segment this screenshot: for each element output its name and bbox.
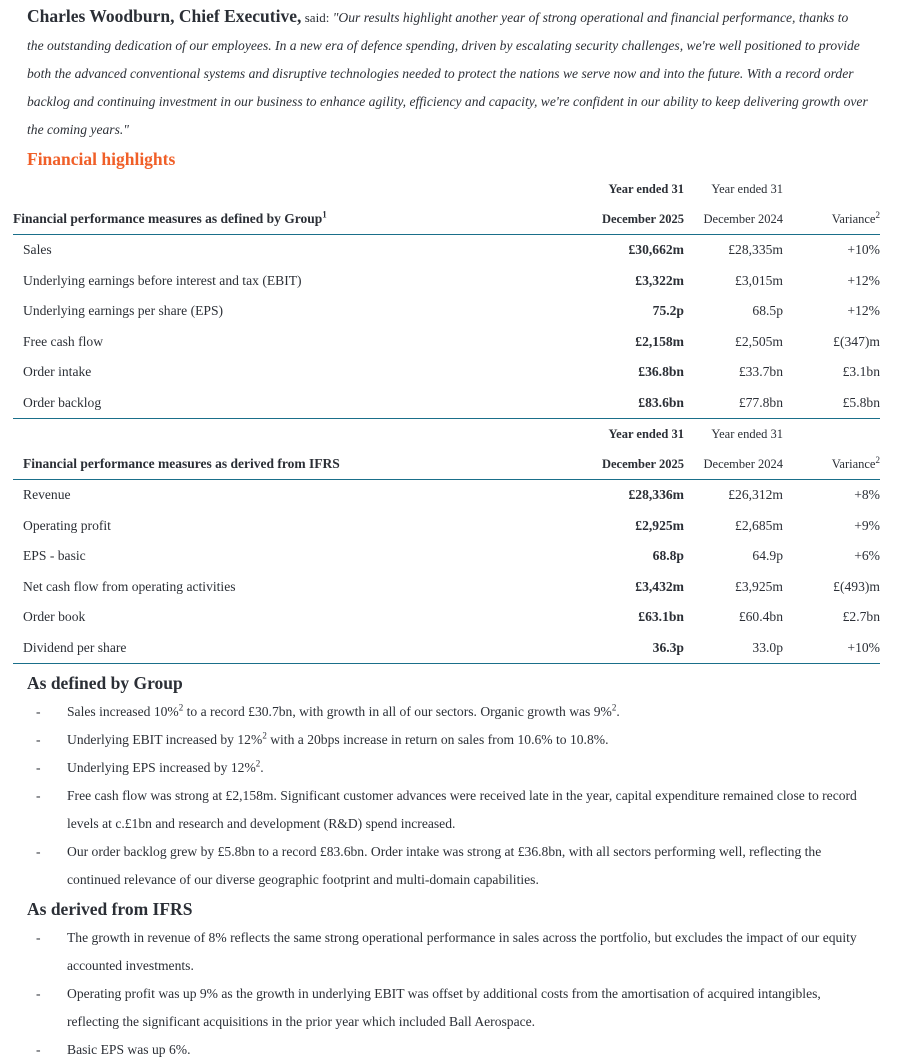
col-2025-line2: December 2025: [587, 449, 684, 480]
col-2024-line2: December 2024: [684, 449, 783, 480]
ifrs-section-heading: As derived from IFRS: [27, 899, 193, 919]
row-label: Order intake: [23, 364, 92, 380]
col-2025-line1: Year ended 31: [608, 426, 684, 441]
variance-value: +10%: [847, 242, 880, 258]
footnote-marker: 2: [875, 454, 880, 465]
value-2025: 68.8p: [652, 548, 684, 564]
row-spacer: [13, 511, 23, 542]
value-2025: £30,662m: [628, 242, 684, 258]
financial-highlights-heading: Financial highlights: [27, 149, 176, 169]
table-header-row: [13, 419, 880, 449]
section-title: Financial performance measures as derived from IFRS: [23, 449, 587, 480]
table-row: [13, 541, 880, 572]
table-row: [13, 480, 880, 511]
row-spacer: [13, 357, 23, 388]
bullet-text: Sales increased 10%: [67, 704, 179, 719]
variance-value: +9%: [854, 517, 880, 533]
table-row: [13, 296, 880, 327]
row-spacer: [13, 388, 23, 419]
variance-value: +12%: [847, 272, 880, 288]
value-2024: £2,505m: [735, 333, 783, 349]
value-2025: £2,925m: [635, 517, 684, 533]
footnote-marker: 2: [875, 209, 880, 220]
bullet-dash: -: [36, 930, 41, 945]
value-2024: 33.0p: [684, 633, 783, 664]
table-header-row: [13, 174, 880, 204]
list-item: [0, 838, 904, 894]
table-row: [13, 235, 880, 266]
col-2025-line2: December 2025: [587, 204, 684, 235]
row-label: Free cash flow: [23, 333, 104, 349]
bullet-text: with a 20bps increase in return on sales from 10.6% to 10.8%.: [266, 732, 609, 747]
table-row: [13, 602, 880, 633]
value-2025: £3,432m: [635, 578, 684, 594]
value-2025: 36.3p: [587, 633, 684, 664]
col-2025-line1: Year ended 31: [608, 181, 684, 196]
bullet-dash: -: [36, 986, 41, 1001]
row-label: Underlying earnings before interest and tax (EBIT): [23, 272, 302, 288]
row-spacer: [13, 296, 23, 327]
variance-value: £2.7bn: [842, 609, 880, 625]
row-spacer: [13, 541, 23, 572]
footnote-marker: 2: [611, 702, 617, 713]
value-2024: £3,015m: [735, 272, 783, 288]
row-label: Dividend per share: [23, 633, 587, 664]
table-row: [13, 572, 880, 603]
footnote-marker: 2: [178, 702, 184, 713]
list-item: [0, 782, 904, 838]
bullet-dash: -: [36, 760, 41, 775]
value-2024: £2,685m: [735, 517, 783, 533]
value-2024: £26,312m: [728, 487, 783, 503]
value-2024: £60.4bn: [738, 609, 783, 625]
table-row: [13, 511, 880, 542]
bullet-text: Free cash flow was strong at £2,158m. Significant customer advances were received late in the year, capital expenditure remained close to record levels at c.£1bn and research and development (R&D) spend increased.: [67, 788, 857, 831]
row-spacer: [13, 572, 23, 603]
value-2025: £3,322m: [635, 272, 684, 288]
group-bullet-list: [0, 698, 904, 894]
list-item: [0, 698, 904, 726]
variance-value: £5.8bn: [783, 388, 880, 419]
value-2024: £3,925m: [735, 578, 783, 594]
table-row: [13, 388, 880, 419]
list-item: [0, 754, 904, 782]
bullet-text: Basic EPS was up 6%.: [67, 1042, 191, 1057]
col-2024-line1: Year ended 31: [711, 426, 783, 441]
list-item: [0, 924, 904, 980]
value-2025: 75.2p: [652, 303, 684, 319]
value-2025: £63.1bn: [638, 609, 684, 625]
row-spacer: [13, 633, 23, 664]
variance-value: +12%: [847, 303, 880, 319]
bullet-dash: -: [36, 704, 41, 719]
row-label: Sales: [23, 242, 52, 258]
bullet-text: Underlying EPS increased by 12%: [67, 760, 256, 775]
row-spacer: [13, 480, 23, 511]
value-2025: £36.8bn: [638, 364, 684, 380]
variance-value: +8%: [854, 487, 880, 503]
value-2025: £2,158m: [635, 333, 684, 349]
table-row: [13, 633, 880, 664]
table-row: [13, 266, 880, 297]
row-spacer: [13, 602, 23, 633]
variance-value: +10%: [783, 633, 880, 664]
row-label: Net cash flow from operating activities: [23, 578, 236, 594]
value-2024: £33.7bn: [738, 364, 783, 380]
table-row: [13, 357, 880, 388]
bullet-dash: -: [36, 732, 41, 747]
footnote-marker: 2: [262, 730, 267, 741]
variance-value: £3.1bn: [842, 364, 880, 380]
ceo-quote: [0, 0, 904, 144]
row-spacer: [13, 266, 23, 297]
variance-value: £(347)m: [833, 333, 880, 349]
table-row: [13, 327, 880, 358]
row-spacer: [13, 327, 23, 358]
bullet-dash: -: [36, 788, 41, 803]
ifrs-measures-table: [13, 419, 880, 664]
bullet-dash: -: [36, 1042, 41, 1057]
variance-label: Variance: [831, 211, 876, 226]
variance-value: £(493)m: [833, 578, 880, 594]
bullet-text: Underlying EBIT increased by 12%: [67, 732, 263, 747]
group-measures-table: [13, 174, 880, 419]
table-header-row: [13, 449, 880, 480]
bullet-text: Our order backlog grew by £5.8bn to a record £83.6bn. Order intake was strong at £36.8bn, with all sectors performing well, reflecting the continued relevance of our diverse geographic footprint and multi-domain capabilities.: [67, 844, 822, 887]
variance-value: +6%: [854, 548, 880, 564]
value-2024: 64.9p: [752, 548, 783, 564]
footnote-marker: 2: [255, 758, 261, 769]
col-2024-line2: December 2024: [684, 204, 783, 235]
row-label: Revenue: [23, 487, 71, 503]
bullet-text: .: [616, 704, 620, 719]
list-item: [0, 1036, 904, 1064]
table-header-row: [13, 204, 880, 235]
value-2024: £77.8bn: [684, 388, 783, 419]
quote-said: said:: [304, 10, 330, 25]
bullet-text: .: [260, 760, 264, 775]
list-item: [0, 980, 904, 1036]
value-2025: £83.6bn: [587, 388, 684, 419]
section-title: Financial performance measures as defined by Group: [13, 211, 323, 226]
row-label: Operating profit: [23, 517, 111, 533]
footnote-marker: 1: [322, 209, 327, 220]
ifrs-bullet-list: [0, 924, 904, 1064]
row-label: Order book: [23, 609, 86, 625]
value-2024: 68.5p: [752, 303, 783, 319]
quote-speaker: Charles Woodburn, Chief Executive,: [27, 6, 302, 26]
row-label: EPS - basic: [23, 548, 86, 564]
bullet-text: The growth in revenue of 8% reflects the same strong operational performance in sales across the portfolio, but excludes the impact of our equity accounted investments.: [67, 930, 857, 973]
quote-text: "Our results highlight another year of strong operational and financial performance, thanks to the outstanding dedication of our employees. In a new era of defence spending, driven by escalating security challenges, we're well positioned to provide both the advanced conventional systems and disruptive technologies needed to protect the nations we serve now and into the future. With a record order backlog and continuing investment in our business to enhance agility, efficiency and capacity, we're confident in our ability to keep delivering growth over the coming years.": [27, 10, 868, 137]
list-item: [0, 726, 904, 754]
group-section-heading: As defined by Group: [27, 673, 183, 693]
bullet-text: Operating profit was up 9% as the growth in underlying EBIT was offset by additional costs from the amortisation of acquired intangibles, reflecting the significant acquisitions in the prior year which included Ball Aerospace.: [67, 986, 821, 1029]
value-2024: £28,335m: [728, 242, 783, 258]
bullet-text: to a record £30.7bn, with growth in all of our sectors. Organic growth was 9%: [183, 704, 612, 719]
row-label: Order backlog: [23, 388, 587, 419]
value-2025: £28,336m: [628, 487, 684, 503]
variance-label: Variance: [831, 456, 876, 471]
row-label: Underlying earnings per share (EPS): [23, 303, 224, 319]
col-2024-line1: Year ended 31: [711, 181, 783, 196]
row-spacer: [13, 235, 23, 266]
bullet-dash: -: [36, 844, 41, 859]
